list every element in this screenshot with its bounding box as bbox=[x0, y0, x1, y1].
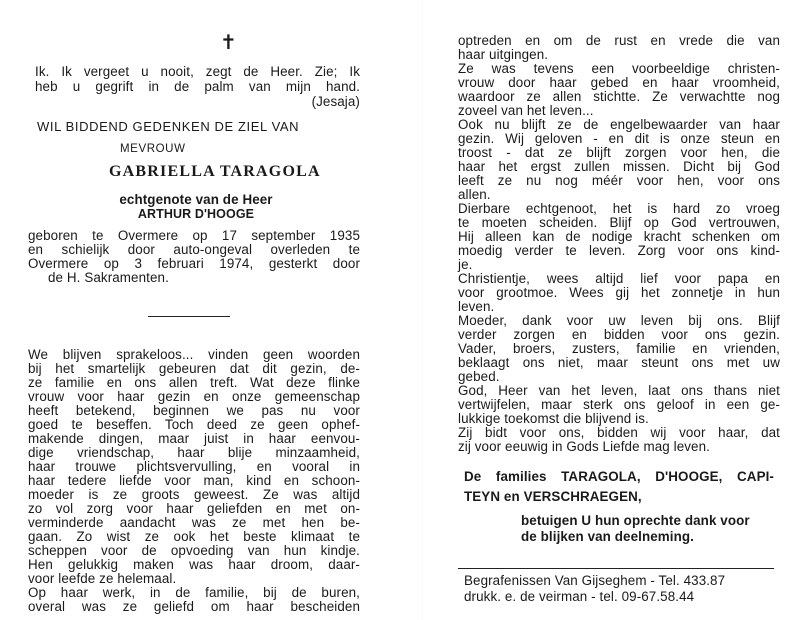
birth-line-2: en schielijk door auto-ongeval overleden te bbox=[28, 242, 360, 257]
text-line: waardoor ze allen stichtte. Ze verwachtte nog bbox=[458, 89, 780, 104]
footer-rule bbox=[458, 568, 774, 569]
spouse-line-1: echtgenote van de Heer bbox=[119, 192, 273, 207]
cross-icon: ✝ bbox=[220, 30, 237, 54]
families-line-2: TEYN en VERSCHRAEGEN, bbox=[464, 489, 642, 504]
text-line: beklaagt ons niet, maar steunt ons met uw bbox=[458, 355, 780, 370]
text-line: leeft ze nu nog méér voor hen, voor ons bbox=[458, 173, 780, 188]
text-line: Christientje, wees altijd lief voor papa en bbox=[458, 271, 780, 286]
text-line: haar trouwe plichtsvervulling, en vooral in bbox=[28, 459, 360, 474]
birth-line-1: geboren te Overmere op 17 september 1935 bbox=[28, 228, 360, 243]
text-line: moeder is ze groots geweest. Ze was altijd bbox=[28, 487, 360, 502]
text-line: leven. bbox=[458, 299, 495, 314]
birth-line-4: de H. Sakramenten. bbox=[48, 270, 169, 285]
text-line: haar het ergst zullen missen. Dicht bij God bbox=[458, 159, 780, 174]
text-line: heeft betekend, beginnen we pas nu voor bbox=[28, 403, 360, 418]
text-line: scheppen voor de opvoeding van hun kindje. bbox=[28, 543, 360, 558]
text-line: zoveel van het leven... bbox=[458, 103, 594, 118]
text-line: Hen gelukkig maken was haar droom, daar- bbox=[28, 557, 360, 572]
text-line: Dierbare echtgenoot, het is hard zo vroeg bbox=[458, 201, 780, 216]
text-line: makende dingen, maar juist in haar eenvou- bbox=[28, 431, 360, 446]
text-line: Ze was tevens een voorbeeldige christen- bbox=[458, 61, 780, 76]
thanks-line-1: betuigen U hun oprechte dank voor bbox=[521, 513, 750, 528]
thanks-line-2: de blijken van deelneming. bbox=[521, 529, 695, 544]
text-line: Zij bidt voor ons, bidden wij voor haar, dat bbox=[458, 425, 780, 440]
text-line: bij het smartelijk gebeuren dat dit gezin, de- bbox=[28, 361, 360, 376]
birth-line-3: Overmere op 3 februari 1974, gesterkt door bbox=[28, 256, 360, 271]
text-line: vrouw voor haar gezin en onze gemeenschap bbox=[28, 389, 360, 404]
quote-line-1: Ik. Ik vergeet u nooit, zegt de Heer. Zie; Ik bbox=[35, 64, 360, 79]
text-line: dige vriendschap, haar blije minzaamheid, bbox=[28, 445, 360, 460]
text-line: optreden en om de rust en vrede die van bbox=[458, 33, 780, 48]
text-line: zo vol zorg voor haar geliefden en met on- bbox=[28, 501, 360, 516]
quote-source: (Jesaja) bbox=[311, 94, 360, 109]
text-line: moedig verder te leven. Zorg voor ons kind- bbox=[458, 243, 780, 258]
text-line: troost - dat ze blijft zorgen voor hen, die bbox=[458, 145, 780, 160]
spouse-name: ARTHUR D'HOOGE bbox=[137, 207, 255, 221]
families-line-1: De families TARAGOLA, D'HOOGE, CAPI- bbox=[464, 469, 774, 484]
intro-line: WIL BIDDEND GEDENKEN DE ZIEL VAN bbox=[37, 119, 300, 134]
text-line: Vader, broers, zusters, familie en vrienden, bbox=[458, 341, 780, 356]
text-line: verder zorgen en bidden voor ons gezin. bbox=[458, 327, 780, 342]
text-line: je. bbox=[458, 257, 473, 272]
text-line: gebed. bbox=[458, 369, 500, 384]
text-line: lukkige toekomst die blijvend is. bbox=[458, 411, 649, 426]
text-line: overal was ze geliefd om haar bescheiden bbox=[28, 599, 360, 614]
text-line: zij voor eeuwig in Gods Liefde mag leven. bbox=[458, 439, 710, 454]
text-line: haar uitgingen. bbox=[458, 47, 549, 62]
printer-credit: drukk. e. de veirman - tel. 09-67.58.44 bbox=[464, 589, 695, 604]
honorific: MEVROUW bbox=[120, 143, 186, 155]
divider bbox=[148, 316, 230, 317]
text-line: God, Heer van het leven, laat ons thans niet bbox=[458, 383, 780, 398]
text-line: Op haar werk, in de familie, bij de buren, bbox=[28, 585, 360, 600]
text-line: goed te beseffen. Toch deed ze geen ophef- bbox=[28, 417, 360, 432]
text-line: ze familie en ons allen treft. Wat deze flinke bbox=[28, 375, 360, 390]
text-line: vertwijfelen, maar sterk ons geloof in een ge- bbox=[458, 397, 780, 412]
text-line: te moeten scheiden. Blijf op God vertrouwen, bbox=[458, 215, 780, 230]
card-fold bbox=[422, 0, 423, 620]
text-line: gezin. Wij geloven - en dit is onze steun en bbox=[458, 131, 780, 146]
text-line: Moeder, dank voor uw leven bij ons. Blijf bbox=[458, 313, 780, 328]
text-line: haar tedere liefde voor man, kind en schoon- bbox=[28, 473, 360, 488]
text-line: gaan. Zo wist ze ook het beste klimaat te bbox=[28, 529, 360, 544]
text-line: voor leefde ze helemaal. bbox=[28, 571, 177, 586]
quote-line-2: heb u gegrift in de palm van mijn hand. bbox=[35, 79, 360, 94]
text-line: verminderde aandacht was ze met hen be- bbox=[28, 515, 360, 530]
text-line: Hij alleen kan de nodige kracht schenken om bbox=[458, 229, 780, 244]
text-line: vrouw door haar gebed en haar vroomheid, bbox=[458, 75, 780, 90]
funeral-home: Begrafenissen Van Gijseghem - Tel. 433.87 bbox=[464, 573, 726, 588]
text-line: We blijven sprakeloos... vinden geen woorden bbox=[28, 347, 360, 362]
deceased-name: GABRIELLA TARAGOLA bbox=[109, 163, 321, 180]
text-line: allen. bbox=[458, 187, 491, 202]
text-line: Ook nu blijft ze de engelbewaarder van haar bbox=[458, 117, 780, 132]
text-line: voor grootmoe. Wees gij het zonnetje in hun bbox=[458, 285, 780, 300]
